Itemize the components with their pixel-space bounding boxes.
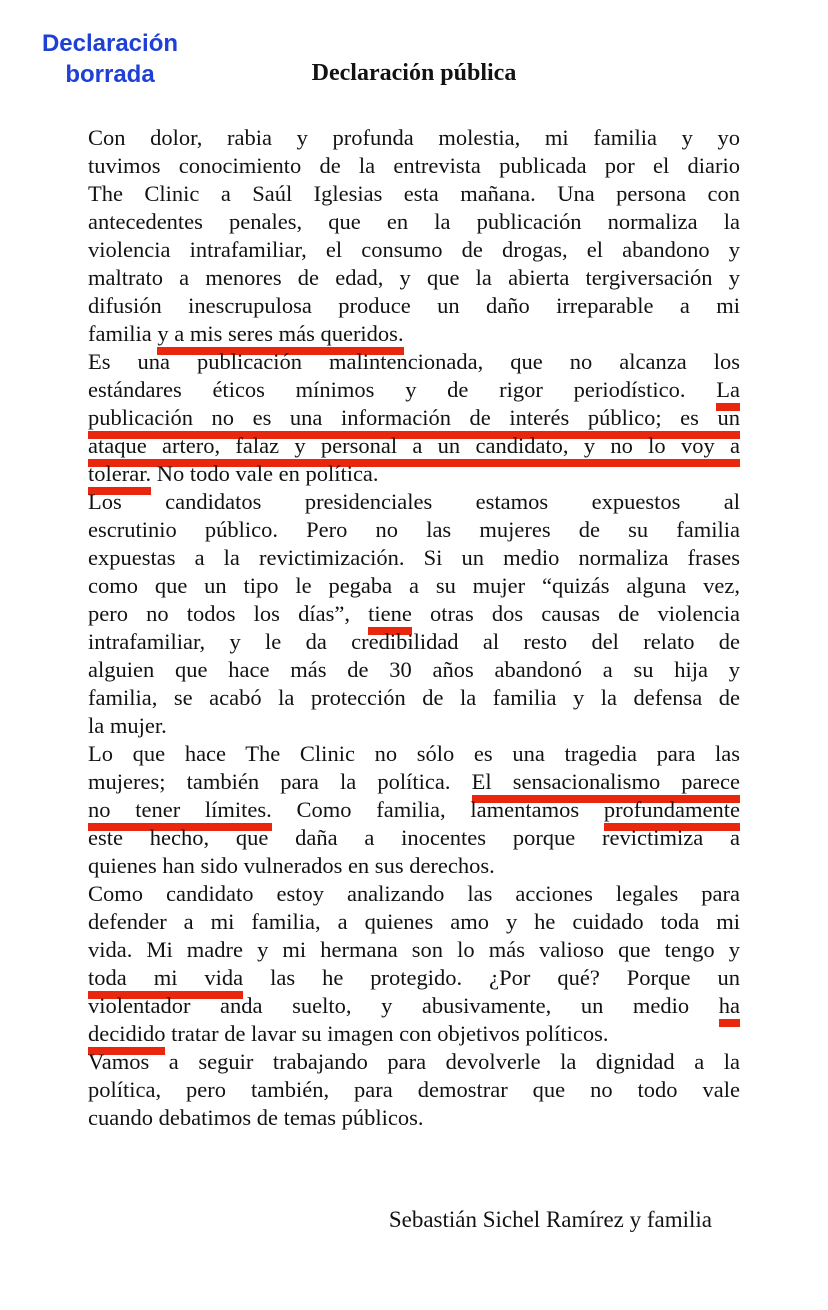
text-line [88,348,740,376]
text-line [88,908,740,936]
text-segment: política, pero también, para demostrar que no todo vale [88,1077,740,1102]
deleted-label-line2: borrada [65,61,155,88]
text-segment: Como candidato estoy analizando las acciones legales para [88,881,740,906]
red-underlined-text: ataque artero, falaz y personal a un candidato, y no lo voy a [88,433,740,467]
text-segment: maltrato a menores de edad, y que la abierta tergiversación y [88,265,740,290]
text-segment: este hecho, que daña a inocentes porque revictimiza a [88,825,740,850]
text-line [88,544,740,572]
text-segment: Los candidatos presidenciales estamos expuestos al [88,489,740,514]
text-line [88,292,740,320]
text-line [88,600,740,628]
red-underlined-text: y a mis seres más queridos. [157,321,403,355]
text-line [88,376,740,404]
text-line [88,1104,740,1132]
text-segment: las he protegido. ¿Por qué? Porque un [243,965,740,990]
text-segment: The Clinic a Saúl Iglesias esta mañana. Una persona con [88,181,740,206]
text-segment: No todo vale en política. [151,461,379,486]
text-segment: Vamos a seguir trabajando para devolverle la dignidad a la [88,1049,740,1074]
text-line [88,768,740,796]
text-line [88,1048,740,1076]
text-segment: tuvimos conocimiento de la entrevista publicada por el diario [88,153,740,178]
text-line [88,992,740,1020]
paragraph [88,348,740,488]
red-underlined-text: decidido [88,1021,165,1055]
text-line [88,516,740,544]
red-underlined-text: toda mi vida [88,965,243,999]
red-underlined-text: La [716,377,740,411]
text-segment: familia [88,321,158,346]
text-line [88,936,740,964]
text-segment: Como familia, lamentamos [271,797,604,822]
document-body [88,124,740,1234]
text-segment: estándares éticos mínimos y de rigor periodístico. [88,377,717,402]
text-segment: defender a mi familia, a quienes amo y he cuidado toda mi [88,909,740,934]
text-line [88,880,740,908]
text-segment: familia, se acabó la protección de la familia y la defensa de [88,685,740,710]
paragraph [88,880,740,1048]
text-segment: vida. Mi madre y mi hermana son lo más valioso que tengo y [88,937,740,962]
red-underlined-text: ha [719,993,740,1027]
text-segment: violentador anda suelto, y abusivamente, un medio [88,993,719,1018]
text-segment: quienes han sido vulnerados en sus derechos. [88,853,495,878]
red-underlined-text: no tener límites. [88,797,272,831]
text-line [88,488,740,516]
text-line [88,124,740,152]
red-underlined-text: publicación no es una información de interés público; es un [88,405,740,439]
paragraph [88,740,740,880]
text-line [88,236,740,264]
text-segment: violencia intrafamiliar, el consumo de drogas, el abandono y [88,237,740,262]
text-line [88,740,740,768]
text-line [88,628,740,656]
red-underlined-text: profundamente [604,797,740,831]
text-line [88,964,740,992]
text-line [88,320,740,348]
text-line [88,712,740,740]
text-segment: Lo que hace The Clinic no sólo es una tragedia para las [88,741,740,766]
text-line [88,264,740,292]
document-title: Declaración pública [311,60,517,86]
text-segment: la mujer. [88,713,167,738]
deleted-label-line1: Declaración [41,30,179,57]
text-line [88,824,740,852]
text-segment: pero no todos los días”, [88,601,369,626]
text-segment: Con dolor, rabia y profunda molestia, mi familia y yo [88,125,740,150]
paragraph [88,488,740,740]
text-line [88,572,740,600]
text-line [88,656,740,684]
red-underlined-text: tolerar. [88,461,151,495]
text-line [88,1076,740,1104]
text-segment: Es una publicación malintencionada, que no alcanza los [88,349,740,374]
red-underlined-text: El sensacionalismo parece [472,769,740,803]
text-line [88,404,740,432]
text-segment: tratar de lavar su imagen con objetivos políticos. [165,1021,609,1046]
text-line [88,180,740,208]
red-underlined-text: tiene [368,601,412,635]
text-line [88,852,740,880]
text-line [88,1020,740,1048]
text-line [88,432,740,460]
text-line [88,152,740,180]
signature: Sebastián Sichel Ramírez y familia [388,1207,712,1232]
text-line [88,684,740,712]
text-segment: mujeres; también para la política. [88,769,472,794]
paragraph [88,124,740,348]
paragraph [88,1048,740,1132]
text-line [88,208,740,236]
text-line [88,796,740,824]
text-segment: cuando debatimos de temas públicos. [88,1105,424,1130]
text-segment: antecedentes penales, que en la publicación normaliza la [88,209,740,234]
text-segment: como que un tipo le pegaba a su mujer “quizás alguna vez, [88,573,740,598]
text-segment: escrutinio público. Pero no las mujeres de su familia [88,517,740,542]
text-segment: intrafamiliar, y le da credibilidad al resto del relato de [88,629,740,654]
text-segment: alguien que hace más de 30 años abandonó a su hija y [88,657,740,682]
text-segment: expuestas a la revictimización. Si un medio normaliza frases [88,545,740,570]
text-segment: difusión inescrupulosa produce un daño irreparable a mi [88,293,740,318]
text-segment: otras dos causas de violencia [411,601,740,626]
